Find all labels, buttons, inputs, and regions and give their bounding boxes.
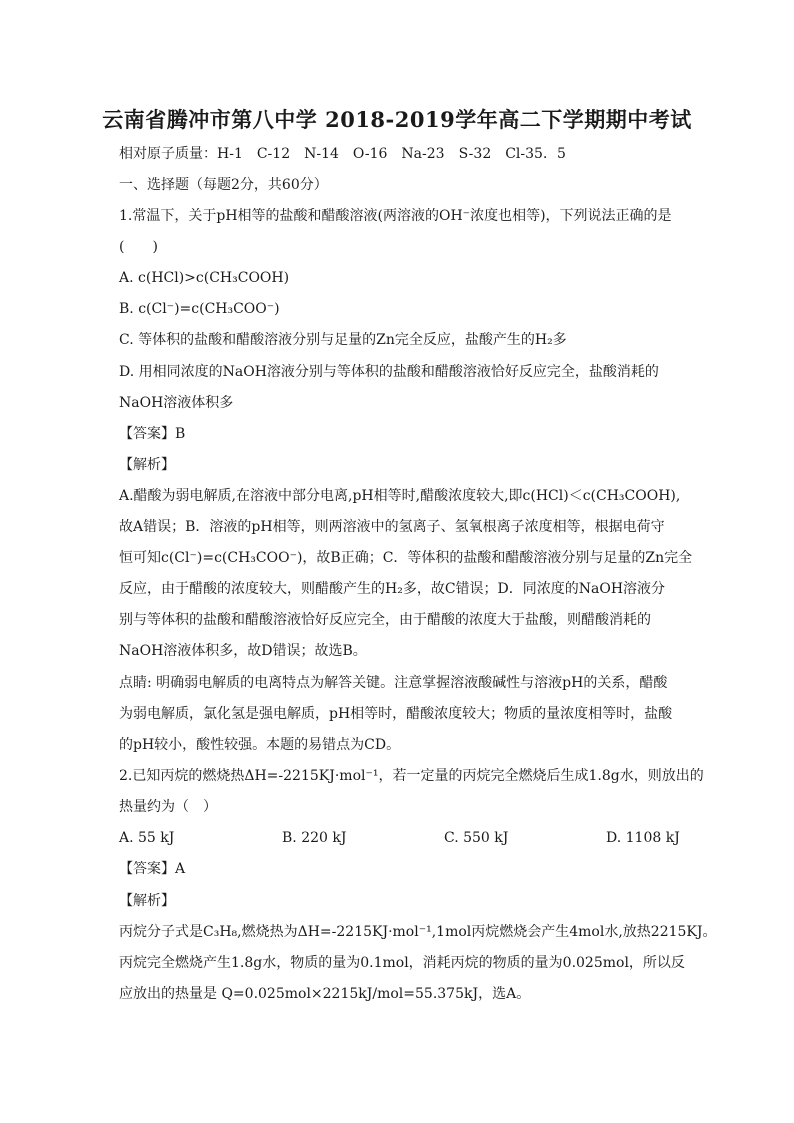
q1-analysis-line: 恒可知c(Cl⁻)=c(CH₃COO⁻)，故B正确；C．等体积的盐酸和醋酸溶液分别与足量的Zn完全	[119, 550, 693, 566]
q1-tips-line: 为弱电解质，氯化氢是强电解质，pH相等时，醋酸浓度较大；物质的量浓度相等时，盐酸	[119, 706, 673, 722]
q1-option-c: C. 等体积的盐酸和醋酸溶液分别与足量的Zn完全反应，盐酸产生的H₂多	[119, 332, 567, 348]
q2-option-a: A. 55 kJ	[119, 830, 175, 846]
q2-option-b: B. 220 kJ	[282, 830, 347, 846]
atomic-mass-line: 相对原子质量：H-1 C-12 N-14 O-16 Na-23 S-32 Cl-35．5	[119, 146, 566, 162]
q1-stem-line-1: 1.常温下，关于pH相等的盐酸和醋酸溶液(两溶液的OH⁻浓度也相等)，下列说法正确的是	[119, 208, 672, 224]
q2-analysis-line: 丙烷分子式是C₃H₈,燃烧热为ΔH=-2215KJ·mol⁻¹,1mol丙烷燃烧会产生4mol水,放热2215KJ。	[119, 924, 717, 940]
q1-option-d-line-2: NaOH溶液体积多	[119, 395, 234, 411]
q2-option-c: C. 550 kJ	[444, 830, 509, 846]
q2-stem-line-1: 2.已知丙烷的燃烧热ΔH=-2215KJ·mol⁻¹，若一定量的丙烷完全燃烧后生成1.8g水，则放出的	[119, 768, 704, 784]
q1-analysis-line: 反应，由于醋酸的浓度较大，则醋酸产生的H₂多，故C错误；D．同浓度的NaOH溶液分	[119, 581, 666, 597]
page-title: 云南省腾冲市第八中学 2018-2019学年高二下学期期中考试	[102, 107, 692, 132]
q1-tips-line: 的pH较小，酸性较强。本题的易错点为CD。	[119, 737, 401, 753]
q1-analysis-line: 别与等体积的盐酸和醋酸溶液恰好反应完全，由于醋酸的浓度大于盐酸，则醋酸消耗的	[119, 612, 651, 628]
q2-analysis-line: 丙烷完全燃烧产生1.8g水，物质的量为0.1mol，消耗丙烷的物质的量为0.025mol，所以反	[119, 955, 685, 971]
q2-analysis-heading: 【解析】	[119, 893, 175, 909]
q1-analysis-heading: 【解析】	[119, 457, 175, 473]
q1-option-a: A. c(HCl)>c(CH₃COOH)	[119, 270, 290, 286]
q2-answer: 【答案】A	[119, 861, 186, 877]
q1-analysis-line: 故A错误；B．溶液的pH相等，则两溶液中的氢离子、氢氧根离子浓度相等，根据电荷守	[119, 519, 665, 535]
q2-option-d: D. 1108 kJ	[606, 830, 680, 846]
q1-stem-line-2: ( )	[119, 239, 158, 255]
q1-option-d-line-1: D. 用相同浓度的NaOH溶液分别与等体积的盐酸和醋酸溶液恰好反应完全，盐酸消耗的	[119, 364, 659, 380]
section-heading: 一、选择题（每题2分，共60分）	[119, 177, 328, 193]
q2-stem-line-2: 热量约为（ ）	[119, 799, 217, 815]
q1-option-b: B. c(Cl⁻)=c(CH₃COO⁻)	[119, 301, 280, 317]
q1-answer: 【答案】B	[119, 426, 186, 442]
q1-analysis-line: A.醋酸为弱电解质,在溶液中部分电离,pH相等时,醋酸浓度较大,即c(HCl)＜c(CH₃COOH),	[119, 488, 681, 504]
q2-analysis-line: 应放出的热量是 Q=0.025mol×2215kJ/mol=55.375kJ，选A。	[119, 986, 531, 1002]
q1-tips-line: 点睛: 明确弱电解质的电离特点为解答关键。注意掌握溶液酸碱性与溶液pH的关系，醋酸	[119, 675, 668, 691]
q1-analysis-line: NaOH溶液体积多，故D错误；故选B。	[119, 643, 367, 659]
